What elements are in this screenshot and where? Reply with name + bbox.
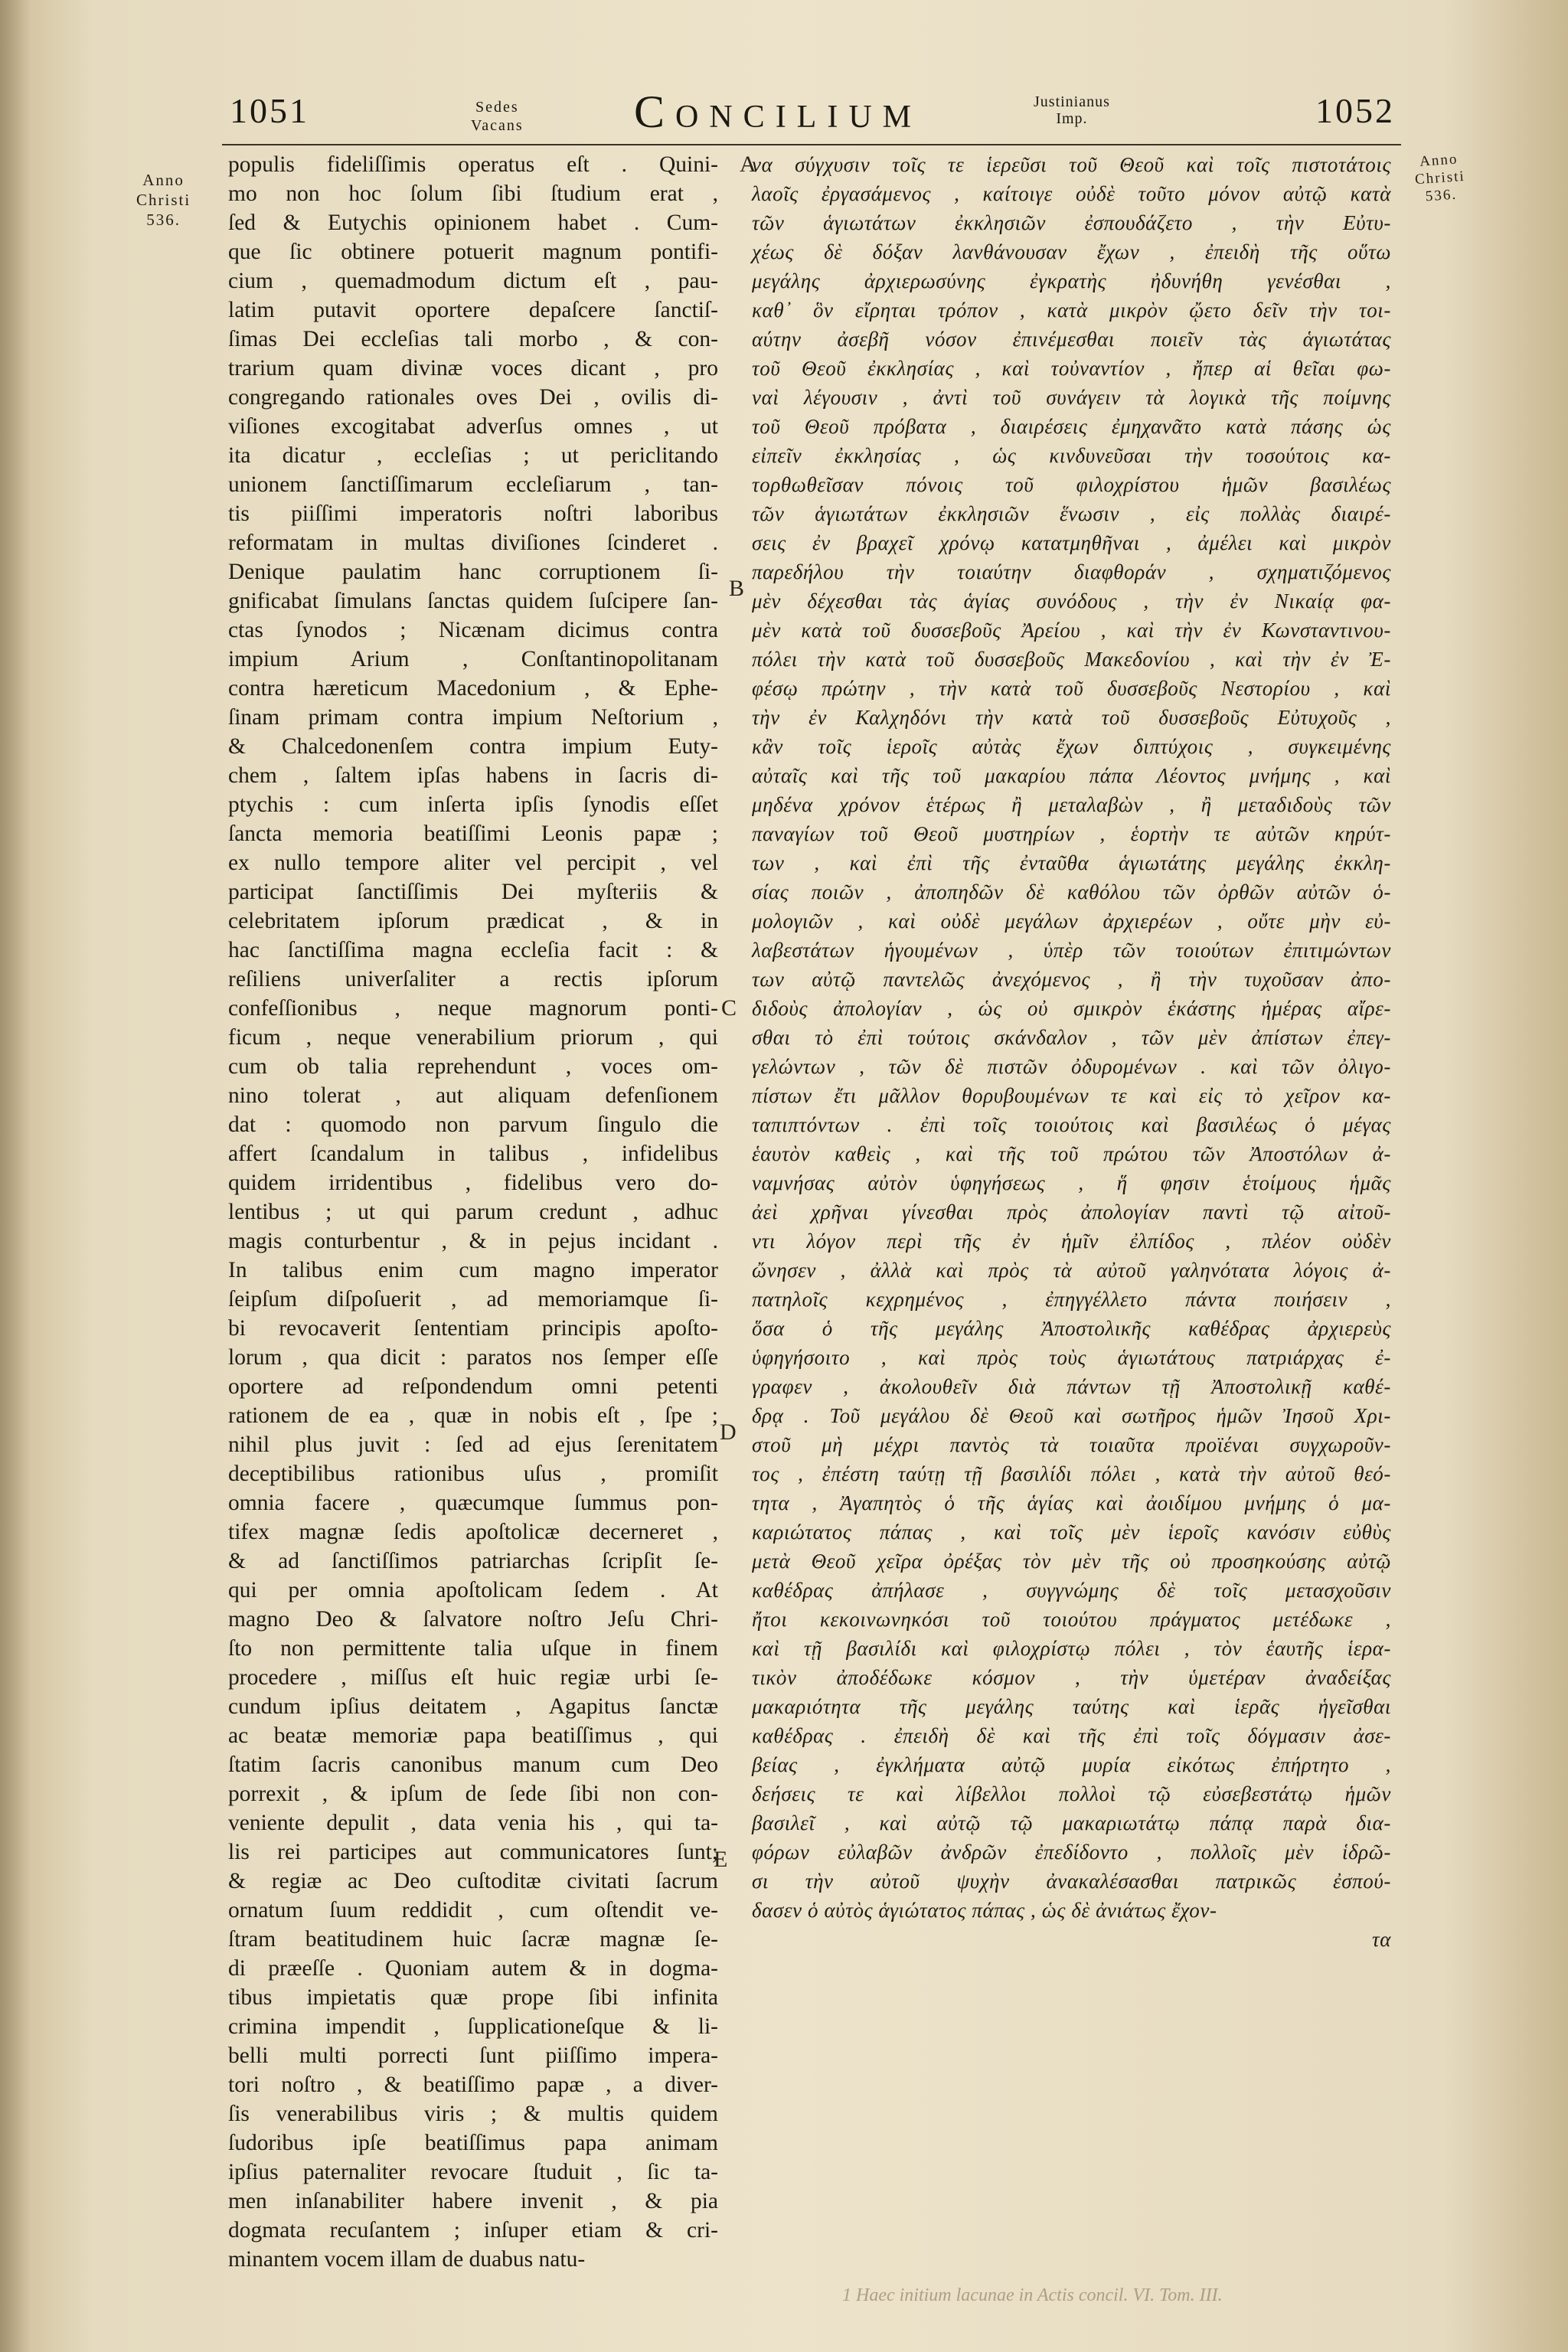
greek-line: ἤτοι κεκοινωνηκόσι τοῦ τοιούτου πράγματος μετέδωκε , <box>752 1608 1391 1631</box>
latin-line: porrexit , & ipſum de ſede ſibi non con- <box>228 1782 718 1806</box>
latin-line: trarium quam divinæ voces dicant , pro <box>228 356 718 381</box>
section-letter: D <box>720 1419 737 1445</box>
binding-shadow <box>0 0 31 2352</box>
page-number-right: 1052 <box>1315 91 1395 130</box>
latin-line: tibus impietatis quæ prope ſibi infinita <box>228 1985 718 2010</box>
greek-line: βείας , ἐγκλήματα αὐτῷ μυρία εἰκότως ἐπήρτητο , <box>752 1753 1391 1776</box>
catchword: τα <box>1371 1928 1391 1951</box>
latin-line: ſimas Dei eccleſias tali morbo , & con- <box>228 327 718 351</box>
latin-line: cium , quemadmodum dictum eſt , pau- <box>228 269 718 293</box>
greek-line: δασεν ὁ αὐτὸς ἁγιώτατος πάπας , ὡς δὲ ἀνιάτως ἔχον- <box>752 1899 1217 1922</box>
section-letter: A <box>740 152 756 177</box>
latin-line: oportere ad reſpondendum omni petenti <box>228 1374 718 1399</box>
latin-line: & ad ſanctiſſimos patriarchas ſcripſit ſe- <box>228 1549 718 1573</box>
latin-line: magno Deo & ſalvatore noſtro Jeſu Chri- <box>228 1607 718 1632</box>
greek-line: στοῦ μὴ μέχρι παντὸς τὰ τοιαῦτα προϊέναι συγχωροῦν- <box>752 1433 1391 1456</box>
margin-note-right <box>1413 150 1467 206</box>
latin-line: ita dicatur , eccleſias ; ut periclitando <box>228 443 718 468</box>
latin-line: dat : quomodo non parvum ſingulo die <box>228 1112 718 1137</box>
greek-line: ταπιπτόντων . ἐπὶ τοῖς τοιούτοις καὶ βασιλέως ὁ μέγας <box>752 1113 1391 1136</box>
greek-line: δρᾳ . Τοῦ μεγάλου δὲ Θεοῦ καὶ σωτῆρος ἡμῶν Ἰησοῦ Χρι- <box>752 1404 1391 1427</box>
greek-line: βασιλεῖ , καὶ αὐτῷ τῷ μακαριωτάτῳ πάπᾳ παρὰ δια- <box>752 1811 1391 1834</box>
greek-line: ὤνησεν , ἀλλὰ καὶ πρὸς τὰ αὐτοῦ γαληνότατα λόγοις ἀ- <box>752 1259 1391 1282</box>
greek-line: καθέδρας . ἐπειδὴ δὲ καὶ τῆς ἐπὶ τοῖς δόγμασιν ἀσε- <box>752 1724 1391 1747</box>
latin-line: Denique paulatim hanc corruptionem ſi- <box>228 560 718 584</box>
latin-line: celebritatem ipſorum prædicat , & in <box>228 909 718 933</box>
greek-line: των αὐτῷ παντελῶς ἀνεχόμενος , ἢ τὴν τυχοῦσαν ἀπο- <box>752 968 1391 991</box>
latin-line: affert ſcandalum in talibus , infidelibus <box>228 1142 718 1166</box>
latin-line: confeſſionibus , neque magnorum ponti- <box>228 996 718 1021</box>
greek-line: ναμνήσας αὐτὸν ὑφηγήσεως , ἥ φησιν ἑτοίμους ἡμᾶς <box>752 1171 1391 1194</box>
margin-note-right-line: Anno <box>1419 151 1459 170</box>
greek-line: ὑφηγήσοιτο , καὶ πρὸς τοὺς ἁγιωτάτους πατριάρχας ἐ- <box>752 1346 1391 1369</box>
greek-line: των , καὶ ἐπὶ τῆς ἐνταῦθα ἁγιωτάτης μεγάλης ἐκκλη- <box>752 851 1391 874</box>
greek-line: δεήσεις τε καὶ λίβελλοι πολλοὶ τῷ εὐσεβεστάτῳ ἡμῶν <box>752 1782 1391 1805</box>
greek-line: τὴν ἐν Καλχηδόνι τὴν κατὰ τοῦ δυσσεβοῦς Εὐτυχοῦς , <box>752 706 1391 729</box>
greek-line: ὅσα ὁ τῆς μεγάλης Ἀποστολικῆς καθέδρας ἀρχιερεὺς <box>752 1317 1391 1340</box>
latin-line: quidem irridentibus , fidelibus vero do- <box>228 1171 718 1195</box>
latin-line: dogmata recuſantem ; inſuper etiam & cri- <box>228 2218 718 2243</box>
greek-line: να σύγχυσιν τοῖς τε ἱερεῦσι τοῦ Θεοῦ καὶ τοῖς πιστοτάτοις <box>752 153 1391 176</box>
latin-line: di præeſſe . Quoniam autem & in dogma- <box>228 1956 718 1981</box>
latin-line: mo non hoc ſolum ſibi ſtudium erat , <box>228 181 718 206</box>
section-letter: E <box>714 1847 728 1872</box>
margin-note-left-line: Christi <box>136 191 191 209</box>
latin-text-column <box>228 150 718 2272</box>
latin-line: ctas ſynodos ; Nicænam dicimus contra <box>228 618 718 642</box>
greek-line: τητα , Ἀγαπητὸς ὁ τῆς ἁγίας καὶ ἀοιδίμου μνήμης ὁ μα- <box>752 1491 1391 1514</box>
greek-line: εἰπεῖν ἐκκλησίας , ὡς κινδυνεῦσαι τὴν τοσούτοις κα- <box>752 444 1391 467</box>
latin-line: ſtram beatitudinem huic ſacræ magnæ ſe- <box>228 1927 718 1952</box>
greek-line: καὶ τῇ βασιλίδι καὶ φιλοχρίστῳ πόλει , τὸν ἑαυτῆς ἱερα- <box>752 1637 1391 1660</box>
latin-line: cum ob talia reprehendunt , voces om- <box>228 1054 718 1079</box>
greek-line: μὲν δέχεσθαι τὰς ἁγίας συνόδους , τὴν ἐν Νικαίᾳ φα- <box>752 590 1391 612</box>
greek-line: σίας ποιῶν , ἀποπηδῶν δὲ καθόλου τῶν ὀρθῶν αὐτῶν ὁ- <box>752 880 1391 903</box>
latin-line: qui per omnia apoſtolicam ſedem . At <box>228 1578 718 1602</box>
latin-line: tis piiſſimi imperatoris noſtri laboribus <box>228 501 718 526</box>
margin-note-left-line: Anno <box>142 171 185 189</box>
greek-line: τικὸν ἀποδέδωκε κόσμον , τὴν ὑμετέραν ἀναδείξας <box>752 1666 1391 1689</box>
greek-line: σθαι τὸ ἐπὶ τούτοις σκάνδαλον , τῶν μὲν ἀπίστων ἐπεγ- <box>752 1026 1391 1049</box>
latin-line: latim putavit oportere depaſcere ſanctiſ- <box>228 298 718 322</box>
latin-line: unionem ſanctiſſimarum eccleſiarum , tan- <box>228 472 718 497</box>
latin-line: que ſic obtinere potuerit magnum pontifi- <box>228 240 718 264</box>
latin-line: ſinam primam contra impium Neſtorium , <box>228 705 718 730</box>
greek-line: φέσῳ πρώτην , τὴν κατὰ τοῦ δυσσεβοῦς Νεστορίου , καὶ <box>752 677 1391 700</box>
greek-line: γελώντων , τῶν δὲ πιστῶν ὀδυρομένων . καὶ τῶν ὀλιγο- <box>752 1055 1391 1078</box>
latin-line: reformatam in multas diviſiones ſcinderet . <box>228 531 718 555</box>
latin-line: ſis venerabilibus viris ; & multis quidem <box>228 2102 718 2126</box>
latin-line: ſancta memoria beatiſſimi Leonis papæ ; <box>228 822 718 846</box>
greek-line: διδοὺς ἀπολογίαν , ὡς οὐ σμικρὸν ἑκάστης ἡμέρας αἴρε- <box>752 997 1391 1020</box>
latin-line: ſtatim ſacris canonibus manum cum Deo <box>228 1753 718 1777</box>
greek-line: χέως δὲ δόξαν λανθάνουσαν ἔχων , ἐπειδὴ τῆς οὕτω <box>752 240 1391 263</box>
margin-note-left <box>136 170 191 230</box>
emperor-line-1: Justinianus <box>1034 93 1110 110</box>
latin-line: nino tolerat , aut aliquam defenſionem <box>228 1083 718 1108</box>
latin-line: procedere , miſſus eſt huic regiæ urbi ſe- <box>228 1665 718 1690</box>
emperor-line-2: Imp. <box>1056 110 1088 127</box>
greek-line: φόρων εὐλαβῶν ἀνδρῶν ἐπεδίδοντο , πολλοῖς μὲν ἱδρῶ- <box>752 1841 1391 1864</box>
greek-line: κἂν τοῖς ἱεροῖς αὐτὰς ἔχων διπτύχοις , συγκειμένης <box>752 735 1391 758</box>
greek-line: παρεδήλου τὴν τοιαύτην διαφθοράν , σχηματιζόμενος <box>752 560 1391 583</box>
latin-line: belli multi porrecti ſunt piiſſimo impera- <box>228 2043 718 2068</box>
running-head-emperor <box>1034 93 1110 127</box>
latin-line: ornatum ſuum reddidit , cum oſtendit ve- <box>228 1898 718 1922</box>
latin-line: impium Arium , Conſtantinopolitanam <box>228 647 718 671</box>
sedes-line-1: Sedes <box>475 99 519 116</box>
greek-line: πίστων ἔτι μᾶλλον θορυβουμένων τε καὶ εἰς τὸ χεῖρον κα- <box>752 1084 1391 1107</box>
latin-line: cundum ipſius deitatem , Agapitus ſanctæ <box>228 1694 718 1719</box>
latin-line: minantem vocem illam de duabus natu- <box>228 2247 586 2272</box>
latin-line: lorum , qua dicit : paratos nos ſemper eſſe <box>228 1345 718 1370</box>
greek-line: ἀεὶ χρῆναι γίνεσθαι πρὸς ἀπολογίαν παντὶ τῷ αἰτοῦ- <box>752 1200 1391 1223</box>
greek-line: παναγίων τοῦ Θεοῦ μυστηρίων , ἑορτὴν τε αὐτῶν κηρύτ- <box>752 822 1391 845</box>
latin-line: In talibus enim cum magno imperator <box>228 1258 718 1282</box>
greek-line: λαβεστάτων ἡγουμένων , ὑπὲρ τῶν τοιούτων ἐπιτιμώντων <box>752 939 1391 962</box>
latin-line: veniente depulit , data venia his , qui ta- <box>228 1811 718 1835</box>
running-head-sedes <box>471 98 524 135</box>
latin-line: rationem de ea , quæ in nobis eſt , ſpe ; <box>228 1403 718 1428</box>
latin-line: ptychis : cum inſerta ipſis ſynodis eſſet <box>228 792 718 817</box>
latin-line: nihil plus juvit : ſed ad ejus ſerenitatem <box>228 1432 718 1457</box>
greek-line: σι τὴν αὐτοῦ ψυχὴν ἀνακαλέσασθαι πατρικῶς ἐσπού- <box>752 1870 1391 1893</box>
greek-text-column <box>752 150 1391 2202</box>
greek-line: πατηλοῖς κεχρημένος , ἐπηγγέλλετο πάντα ποιήσειν , <box>752 1288 1391 1311</box>
latin-line: men inſanabiliter habere invenit , & pia <box>228 2189 718 2213</box>
latin-line: crimina impendit , ſupplicationeſque & li- <box>228 2014 718 2039</box>
running-head-title: Concilium <box>634 87 922 137</box>
latin-line: ipſius paternaliter revocare ſtuduit , ſic ta- <box>228 2160 718 2184</box>
footer-note: 1 Haec initium lacunae in Actis concil. VI. Tom. III. <box>842 2285 1223 2305</box>
greek-line: τοῦ Θεοῦ ἐκκλησίας , καὶ τοὐναντίον , ἤπερ αἱ θεῖαι φω- <box>752 357 1391 380</box>
greek-line: καθ᾽ ὃν εἴρηται τρόπον , κατὰ μικρὸν ᾤετο δεῖν τὴν τοι- <box>752 299 1391 322</box>
greek-line: λαοῖς ἐργασάμενος , καίτοιγε οὐδὲ τοῦτο μόνον αὐτῷ κατὰ <box>752 182 1391 205</box>
greek-line: μακαριότητα τῆς μεγάλης ταύτης καὶ ἱερᾶς ἡγεῖσθαι <box>752 1695 1391 1718</box>
greek-line: τοῦ Θεοῦ πρόβατα , διαιρέσεις ἐμηχανᾶτο κατὰ πάσης ὡς <box>752 415 1391 438</box>
greek-line: μεγάλης ἀρχιερωσύνης ἐγκρατὴς ἠδυνήθη γενέσθαι , <box>752 270 1391 292</box>
latin-line: ſto non permittente talia uſque in finem <box>228 1636 718 1661</box>
greek-line: μολογιῶν , καὶ οὐδὲ μεγάλων ἀρχιερέων , οὔτε μὴν εὐ- <box>752 910 1391 933</box>
latin-line: ſeipſum diſpoſuerit , ad memoriamque ſi- <box>228 1287 718 1312</box>
greek-line: καριώτατος πάπας , καὶ τοῖς μὲν ἱεροῖς κανόσιν εὐθὺς <box>752 1521 1391 1544</box>
latin-line: lentibus ; ut qui parum credunt , adhuc <box>228 1200 718 1224</box>
latin-line: omnia facere , quæcumque ſummus pon- <box>228 1491 718 1515</box>
latin-line: & regiæ ac Deo cuſtoditæ civitati ſacrum <box>228 1869 718 1893</box>
latin-line: chem , ſaltem ipſas habens in ſacris di- <box>228 763 718 788</box>
margin-note-left-line: 536. <box>146 211 181 229</box>
latin-line: tifex magnæ ſedis apoſtolicæ decerneret , <box>228 1520 718 1544</box>
greek-line: τῶν ἁγιωτάτων ἐκκλησιῶν ἕνωσιν , εἰς πολλὰς διαιρέ- <box>752 502 1391 525</box>
greek-line: τος , ἐπέστη ταύτῃ τῇ βασιλίδι πόλει , κατὰ τὴν αὐτοῦ θεό- <box>752 1462 1391 1485</box>
greek-line: ἑαυτὸν καθεὶς , καὶ τῆς τοῦ πρώτου τῶν Ἀποστόλων ἀ- <box>752 1142 1391 1165</box>
latin-line: participat ſanctiſſimis Dei myſteriis & <box>228 880 718 904</box>
latin-line: & Chalcedonenſem contra impium Euty- <box>228 734 718 759</box>
section-letter: B <box>729 576 745 601</box>
greek-line: ντι λόγον περὶ τῆς ἐν ἡμῖν ἐλπίδος , πλέον οὐδὲν <box>752 1230 1391 1253</box>
latin-line: tori noſtro , & beatiſſimo papæ , a diver- <box>228 2073 718 2097</box>
greek-line: μετὰ Θεοῦ χεῖρα ὀρέξας τὸν μὲν τῆς οὐ προσηκούσης αὐτῷ <box>752 1550 1391 1573</box>
header-rule <box>222 144 1401 145</box>
latin-line: viſiones excogitabat adverſus omnes , ut <box>228 414 718 439</box>
greek-line: πόλει τὴν κατὰ τοῦ δυσσεβοῦς Μακεδονίου , καὶ τὴν ἐν Ἐ- <box>752 648 1391 671</box>
latin-line: ficum , neque venerabilium priorum , qui <box>228 1025 718 1050</box>
latin-line: contra hæreticum Macedonium , & Ephe- <box>228 676 718 701</box>
greek-line: αὐταῖς καὶ τῆς τοῦ μακαρίου πάπα Λέοντος μνήμης , καὶ <box>752 764 1391 787</box>
latin-line: ſed & Eutychis opinionem habet . Cum- <box>228 211 718 235</box>
margin-note-right-line: Christi <box>1414 168 1466 188</box>
greek-line: αύτην ἀσεβῆ νόσον ἐπινέμεσθαι ποιεῖν τὰς ἁγιωτάτας <box>752 328 1391 351</box>
page-number-left: 1051 <box>230 91 309 130</box>
greek-line: σεις ἐν βραχεῖ χρόνῳ κατατμηθῆναι , ἀμέλει καὶ μικρὸν <box>752 531 1391 554</box>
greek-line: μηδένα χρόνον ἑτέρως ἢ μεταλαβὼν , ἢ μεταδιδοὺς τῶν <box>752 793 1391 816</box>
greek-line: μὲν κατὰ τοῦ δυσσεβοῦς Ἀρείου , καὶ τὴν ἐν Κωνσταντινου- <box>752 619 1391 642</box>
greek-line: καθέδρας ἀπήλασε , συγγνώμης δὲ τοῖς μετασχοῦσιν <box>752 1579 1391 1602</box>
latin-line: populis fideliſſimis operatus eſt . Quini- <box>228 152 718 177</box>
latin-line: deceptibilibus rationibus uſus , promiſit <box>228 1462 718 1486</box>
latin-line: lis rei participes aut communicatores ſunt; <box>228 1840 718 1864</box>
latin-line: ac beatæ memoriæ papa beatiſſimus , qui <box>228 1723 718 1748</box>
greek-line: ναὶ λέγουσιν , ἀντὶ τοῦ συνάγειν τὰ λογικὰ τῆς ποίμνης <box>752 386 1391 409</box>
latin-line: ſudoribus ipſe beatiſſimus papa animam <box>228 2131 718 2155</box>
section-letter: C <box>721 995 737 1021</box>
margin-note-right-line: 536. <box>1425 186 1458 205</box>
latin-line: hac ſanctiſſima magna eccleſia facit : & <box>228 938 718 962</box>
greek-line: τῶν ἁγιωτάτων ἐκκλησιῶν ἐσπουδάζετο , τὴν Εὐτυ- <box>752 211 1391 234</box>
latin-line: congregando rationales oves Dei , ovilis di- <box>228 385 718 410</box>
latin-line: reſiliens univerſaliter a rectis ipſorum <box>228 967 718 991</box>
greek-line: γραφεν , ἀκολουθεῖν διὰ πάντων τῇ Ἀποστολικῇ καθέ- <box>752 1375 1391 1398</box>
sedes-line-2: Vacans <box>471 117 524 134</box>
greek-line: τορθωθεῖσαν πόνοις τοῦ φιλοχρίστου ἡμῶν βασιλέως <box>752 473 1391 496</box>
latin-line: magis conturbentur , & in pejus incidant . <box>228 1229 718 1253</box>
latin-line: bi revocaverit ſententiam principis apoſto- <box>228 1316 718 1341</box>
latin-line: gnificabat ſimulans ſanctas quidem ſuſcipere ſan- <box>228 589 718 613</box>
latin-line: ex nullo tempore aliter vel percipit , vel <box>228 851 718 875</box>
